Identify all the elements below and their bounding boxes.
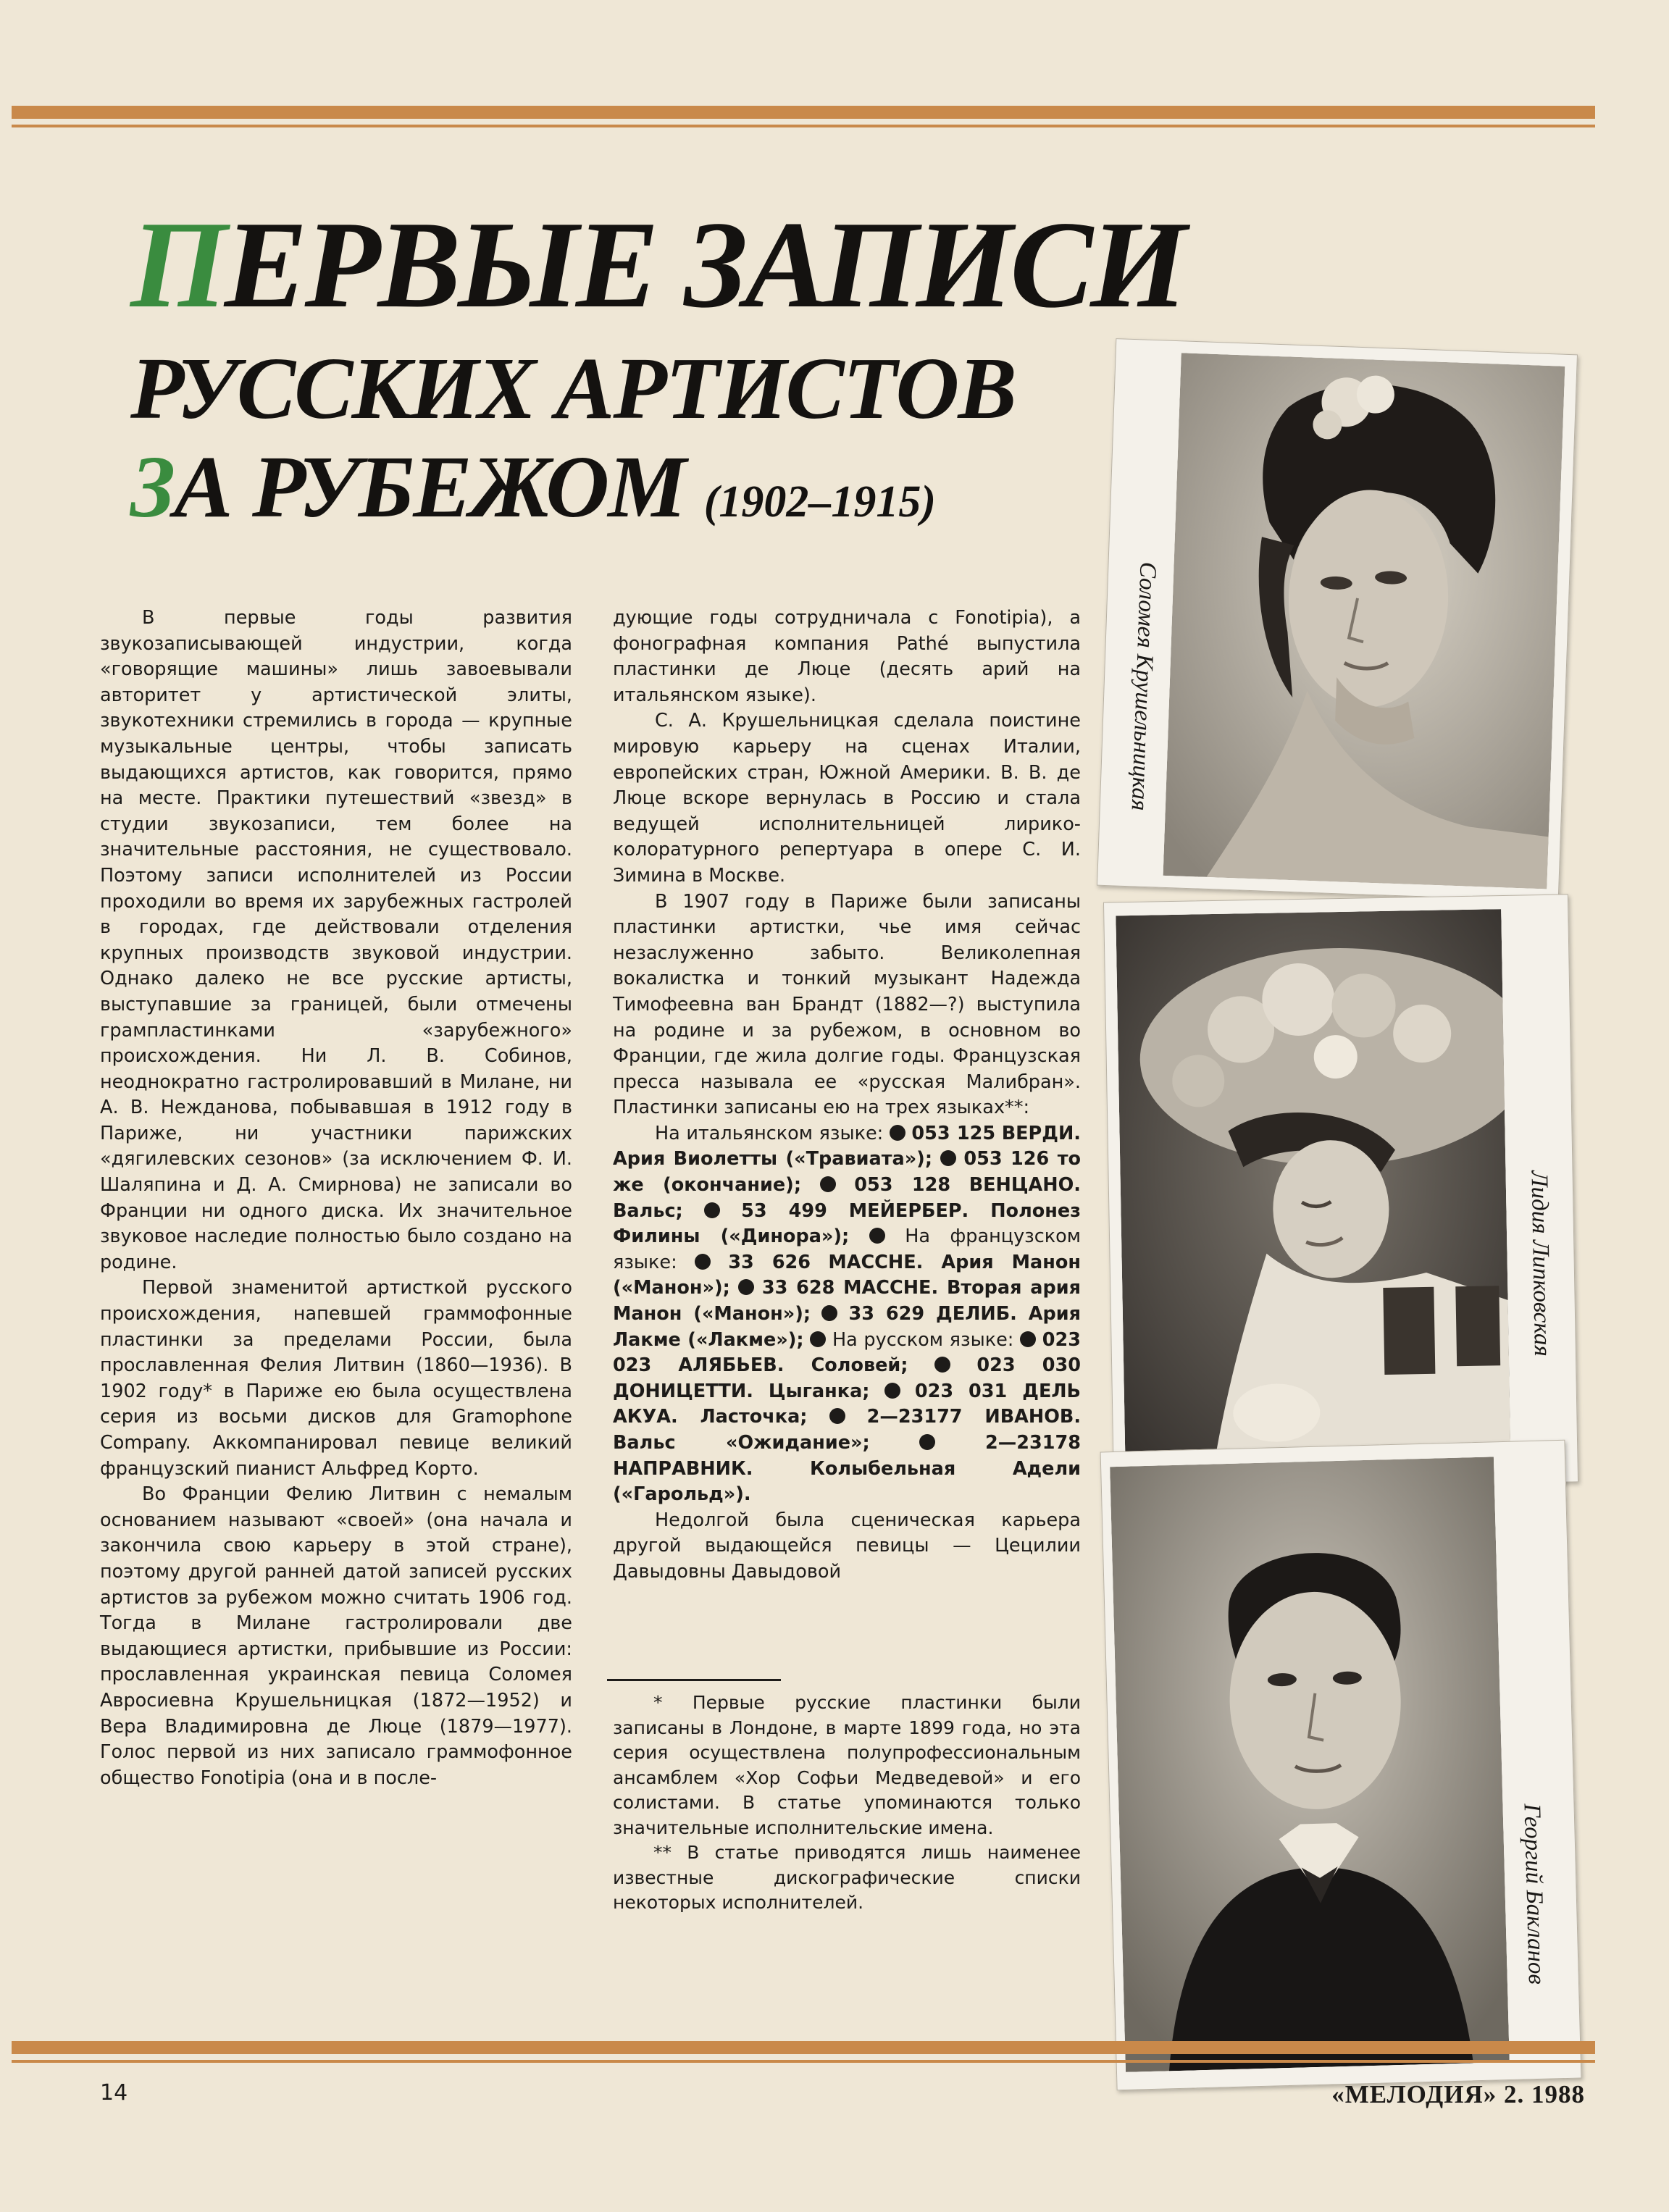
title-line-1-rest: ЕРВЫЕ ЗАПИСИ [224,196,1184,334]
disc-entry: 33 628 МАССНЕ. Вторая ария Манон («Манон»); [613,1277,1082,1325]
disc-entry: 33 626 [728,1251,811,1273]
disc-entry: 053 126 то же (окончание); [613,1148,1082,1197]
bullet-dot-icon [738,1279,754,1295]
disc-entry: 53 499 МЕЙЕРБЕР. Полонез Филины («Динора»); [613,1199,1081,1248]
portrait-photo [1116,909,1510,1476]
magazine-issue: «МЕЛОДИЯ» 2. 1988 [1331,2080,1585,2108]
bullet-dot-icon [869,1228,885,1244]
disc-entry: 023 031 ДЕЛЬ АКУА. Ласточка; [613,1380,1081,1428]
discography [613,1121,1081,1508]
title-initial-p: П [130,196,225,334]
bullet-dot-icon [890,1125,905,1141]
photo-caption: Георгий Бакланов [1518,1803,1550,1985]
photo-card-baklanov [1100,1440,1582,2091]
disc-entry: ВЕНЦАНО. Вальс; [613,1174,1081,1222]
paragraph: В 1907 году в Париже были записаны пластинки артистки, чье имя сейчас незаслуженно забыто. Великолепная вокалистка и тонкий музыкант Надежда Тимофеевна ван Брандт (1882—?) выступила на родине и за рубежом, в основном во Франции, где жила долгие годы. Французская пресса называла ее «русская Малибран». Пластинки записаны ею на трех языках**: [613,890,1081,1119]
title-line-1 [130,196,1184,334]
page-number: 14 [100,2080,128,2106]
disc-entry: МАССНЕ. Ария Манон («Манон»); [613,1251,1082,1299]
paragraph: В первые годы развития звукозаписывающей индустрии, когда «говорящие машины» лишь завоевывали авторитет у артистической элиты, звукотехники стремились в города — крупные музыкальные центры, чтобы записать выдающихся артистов, как говорится, прямо на месте. Практики путешествий «звезд» в студии звукозаписи, тем более на значительные расстояния, не существовало. Поэтому записи исполнителей из России проходили во время их зарубежных гастролей в городах, где действовали отделения крупных производств звуковой индустрии. Однако далеко не все русские артисты, выступавшие за границей, были отмечены грампластинками «зарубежного» происхождения. Ни Л. В. Собинов, неоднократно гастролировавший в Милане, ни А. В. Нежданова, побывавшая в 1912 году в Париже, ни участники парижских «дягилевских сезонов» (за исключением Ф. И. Шаляпина и Д. А. Смирнова) не записали во Франции ни одного диска. Их значительное звуковое наследие полностью было создано на родине. [100,607,572,1273]
bullet-dot-icon [695,1254,711,1270]
disc-entry: 2—23178 НАПРАВНИК. Колыбельная Адели («Гарольд»). [613,1432,1082,1506]
paragraph: Во Франции Фелию Литвин с немалым основанием называют «своей» (она начала и закончила свою карьеру в этой стране), поэтому другой ранней датой записей русских артистов за рубежом можно считать 1906 год. Тогда в Милане гастролировали две выдающиеся артистки, прибывшие из России: прославленная украинская певица Соломея Авросиевна Крушельницкая (1872—1952) и Вера Владимировна де Люце (1879—1977). Голос первой из них записало граммофонное общество Fonotipia (она и в после- [100,1483,572,1789]
photo-card-kruszelnicka [1097,338,1578,902]
disc-entry: 023 030 ДОНИЦЕТТИ. Цыганка; [613,1354,1081,1402]
bullet-dot-icon [704,1202,720,1218]
portrait-photo [1163,353,1565,889]
bullet-dot-icon [820,1176,836,1192]
bullet-dot-icon [1020,1331,1036,1347]
paragraph: дующие годы сотрудничала с Fonotipia), а фонографная компания Pathé выпустила пластинки де Люце (десять арий на итальянском языке). [613,607,1081,706]
discography-french-lead: На французском языке: [613,1226,1082,1273]
photo-caption: Лидия Липковская [1526,1170,1555,1357]
paragraph: Первой знаменитой артисткой русского происхождения, напевшей граммофонные пластинки за пределами России, была прославленная Фелия Литвин (1860—1936). В 1902 году* в Париже ею была осуществлена серия из восьми дисков для Gramophone Company. Аккомпанировал певице великий французский пианист Альфред Корто. [100,1277,572,1480]
disc-entry: 053 128 [854,1174,951,1197]
title-line-2: РУССКИХ АРТИСТОВ [130,340,1016,437]
title-line-3 [130,438,936,536]
footnote: * Первые русские пластинки были записаны в Лондоне, в марте 1899 года, но эта серия осуществлена полупрофессиональным ансамблем «Хор Софьи Медведевой» и его солистами. В статье упоминаются только значительные исполнительские имена. [613,1692,1081,1838]
bullet-dot-icon [810,1331,826,1347]
footnotes [613,1691,1081,1916]
disc-entry: 2—23177 ИВАНОВ. Вальс «Ожидание»; [613,1406,1082,1454]
top-rule [12,106,1595,127]
bullet-dot-icon [934,1357,950,1373]
bullet-dot-icon [940,1150,956,1166]
article-column-1 [100,606,572,1791]
title-line-3-rest: А РУБЕЖОМ [174,438,685,536]
photo-caption: Соломея Крушельницкая [1126,561,1161,812]
bullet-dot-icon [884,1383,900,1399]
footnote: ** В статье приводятся лишь наименее известные дискографические списки некоторых исполнителей. [613,1842,1081,1913]
bullet-dot-icon [919,1434,935,1450]
disc-entry: 023 023 АЛЯБЬЕВ. Соловей; [613,1328,1081,1377]
paragraph: С. А. Крушельницкая сделала поистине мировую карьеру на сценах Италии, европейских стран, Южной Америки. В. В. де Люце вскоре вернулась в Россию и стала ведущей исполнительницей лирико-колоратурного репертуара в опере С. И. Зимина в Москве. [613,710,1081,887]
portrait-photo [1110,1457,1510,2072]
disc-entry: 053 125 [911,1122,996,1144]
discography-italian-lead: На итальянском языке: [655,1122,884,1144]
bullet-dot-icon [821,1305,837,1321]
footnote-divider [607,1679,781,1681]
discography-russian-lead: На русском языке: [832,1328,1014,1351]
title-initial-z: З [130,438,175,536]
disc-entry: ВЕРДИ. Ария Виолетты («Травиата»); [613,1122,1081,1170]
paragraph: Недолгой была сценическая карьера другой выдающейся певицы — Цецилии Давыдовны Давыдовой [613,1509,1081,1583]
title-years: (1902–1915) [703,477,936,527]
photo-card-lipkovskaya [1103,894,1578,1490]
disc-entry: 33 629 ДЕЛИБ. Ария Лакме («Лакме»); [613,1303,1082,1351]
article-column-2 [613,606,1081,1585]
bullet-dot-icon [829,1408,845,1424]
bottom-rule [12,2041,1595,2063]
